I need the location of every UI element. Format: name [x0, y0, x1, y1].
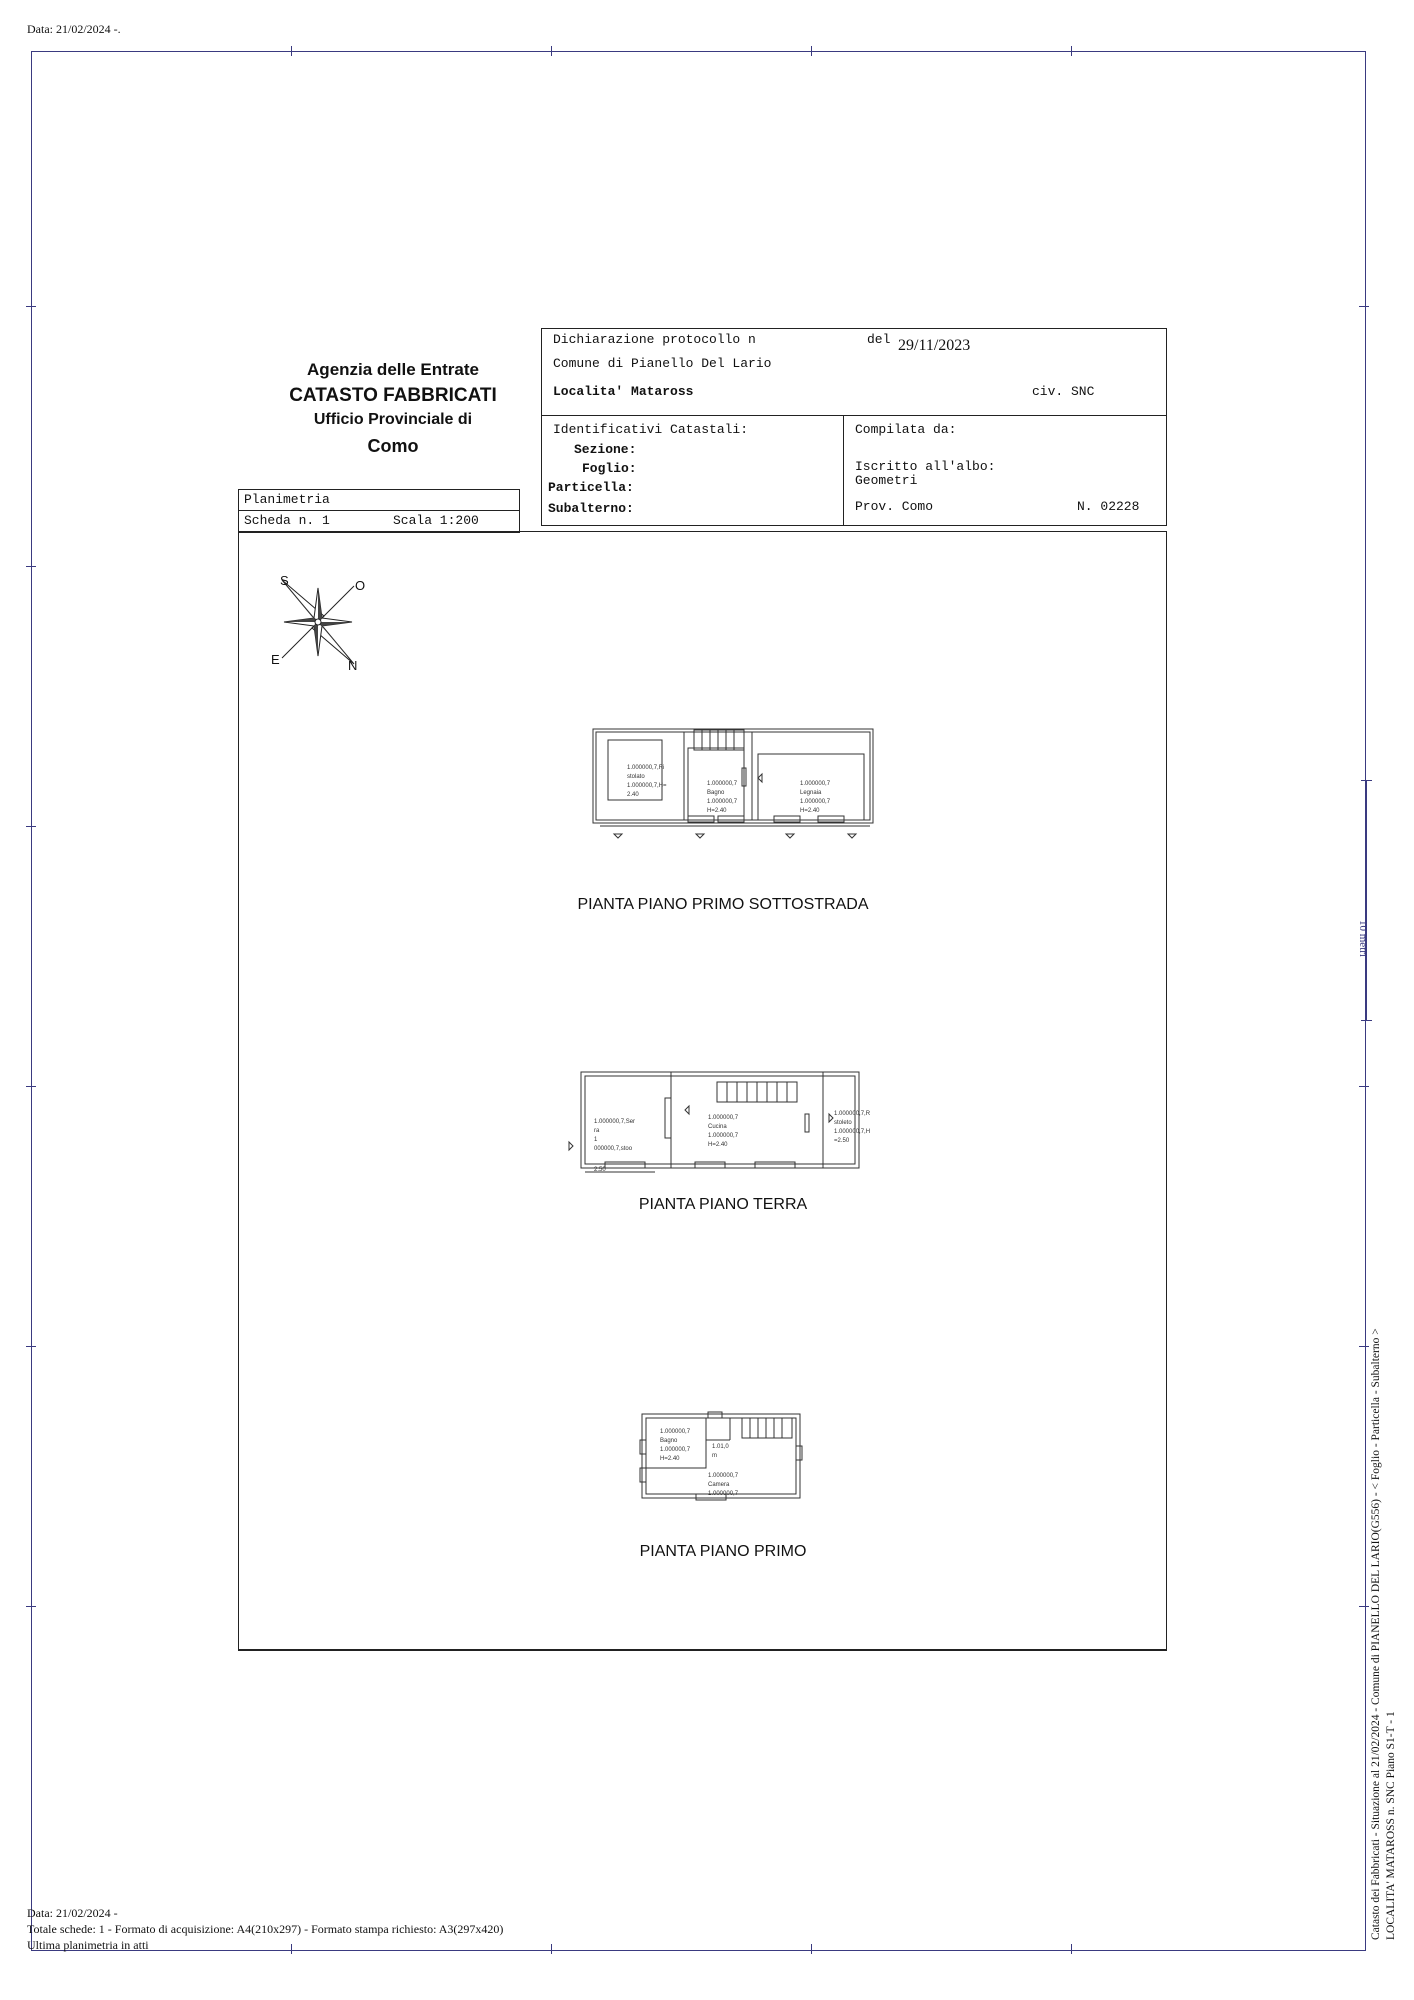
ufficio-label: Ufficio Provinciale di: [313, 411, 473, 428]
declaration-box: [541, 328, 1167, 526]
compass-s: S: [280, 573, 289, 588]
del-label: del: [867, 332, 891, 347]
subalterno-label: Subalterno:: [548, 501, 634, 516]
planimetria-title: Planimetria: [244, 492, 330, 507]
sezione-label: Sezione:: [574, 442, 637, 457]
frame-tick: [551, 46, 552, 56]
compass-o: O: [355, 578, 366, 593]
room-label: 1.000000,7 Legnaia 1.000000,7 H=2.40: [800, 781, 831, 814]
compass-n: N: [348, 658, 358, 673]
civ-label: civ. SNC: [1032, 384, 1095, 399]
protocol-label: Dichiarazione protocollo n: [553, 332, 756, 347]
particella-label: Particella:: [548, 480, 634, 495]
frame-tick: [1359, 1606, 1369, 1607]
frame-tick: [26, 566, 36, 567]
frame-tick: [26, 306, 36, 307]
prov-label: Prov. Como: [855, 499, 934, 514]
frame-tick: [1071, 46, 1072, 56]
identificativi-label: Identificativi Catastali:: [553, 422, 749, 437]
room-label: 1.000000,7,Ser ra 1 000000,7,stoo: [594, 1119, 636, 1152]
compass-e: E: [271, 652, 280, 667]
declaration-divider: [542, 415, 1166, 416]
comune-label: Comune di Pianello Del Lario: [553, 356, 772, 371]
room-label: 1.000000,7 Cucina 1.000000,7 H=2.40: [708, 1115, 739, 1148]
room-label: 1.000000,7,R stoleto 1.000000,7,H =2.50: [834, 1111, 871, 1144]
frame-tick: [291, 46, 292, 56]
scheda-label: Scheda n. 1: [244, 513, 330, 528]
frame-tick: [26, 1606, 36, 1607]
room-label: 1.000000,7,Ri stolato 1.000000,7,H= 2.40: [627, 765, 667, 798]
top-date: Data: 21/02/2024 -.: [27, 22, 121, 36]
compilata-label: Compilata da:: [855, 422, 957, 437]
room-label: 1.000000,7 Bagno 1.000000,7 H=2.40: [660, 1429, 691, 1462]
declaration-date: 29/11/2023: [898, 337, 971, 354]
plan-title-sottostrada: PIANTA PIANO PRIMO SOTTOSTRADA: [577, 896, 869, 913]
footer-date: Data: 21/02/2024 -: [27, 1906, 118, 1920]
plan-title-primo: PIANTA PIANO PRIMO: [639, 1543, 807, 1560]
declaration-divider: [843, 415, 844, 525]
iscritto-label: Iscritto all'albo:: [855, 459, 996, 474]
room-label: 1.01,0 m: [712, 1444, 729, 1459]
frame-tick: [551, 1944, 552, 1954]
frame-tick: [26, 1346, 36, 1347]
room-label: 1.000000,7 Camera 1.000000,7: [708, 1473, 739, 1497]
albo-value: Geometri: [855, 473, 918, 488]
frame-tick: [26, 1086, 36, 1087]
catasto-title: CATASTO FABBRICATI: [289, 385, 497, 406]
scale-label: 10 metri: [1357, 920, 1369, 957]
frame-tick: [1359, 306, 1369, 307]
planimetria-divider: [239, 510, 519, 511]
scale-bar-end: [1361, 780, 1372, 781]
side-situazione: Catasto dei Fabbricati - Situazione al 21/02/2024 - Comune di PIANELLO DEL LARIO(G556) - < Foglio - Particella - Subalterno >: [1370, 1328, 1382, 1940]
planimetria-box: [238, 489, 520, 533]
ufficio-city: Como: [367, 436, 419, 456]
agency-name: Agenzia delle Entrate: [307, 360, 479, 379]
side-localita: LOCALITA' MATAROSS n. SNC Piano S1-T - 1: [1385, 1711, 1397, 1940]
frame-tick: [291, 1944, 292, 1954]
scala-label: Scala 1:200: [393, 513, 479, 528]
foglio-label: Foglio:: [582, 461, 637, 476]
scale-bar-end: [1361, 1020, 1372, 1021]
plan-title-terra: PIANTA PIANO TERRA: [638, 1196, 808, 1213]
frame-tick: [1359, 1346, 1369, 1347]
frame-tick: [26, 826, 36, 827]
dimension-label: 2.50: [594, 1167, 606, 1173]
room-label: 1.000000,7 Bagno 1.000000,7 H=2.40: [707, 781, 738, 814]
footer-totale: Totale schede: 1 - Formato di acquisizione: A4(210x297) - Formato stampa richiesto: A3(297x420): [27, 1922, 504, 1936]
localita-label: Localita' Matаross: [553, 384, 694, 399]
frame-tick: [811, 46, 812, 56]
frame-tick: [1359, 1086, 1369, 1087]
frame-tick: [1071, 1944, 1072, 1954]
frame-tick: [811, 1944, 812, 1954]
scale-bar: [1366, 780, 1367, 1020]
footer-ultima: Ultima planimetria in atti: [27, 1938, 149, 1952]
numero-label: N. 02228: [1077, 499, 1140, 514]
